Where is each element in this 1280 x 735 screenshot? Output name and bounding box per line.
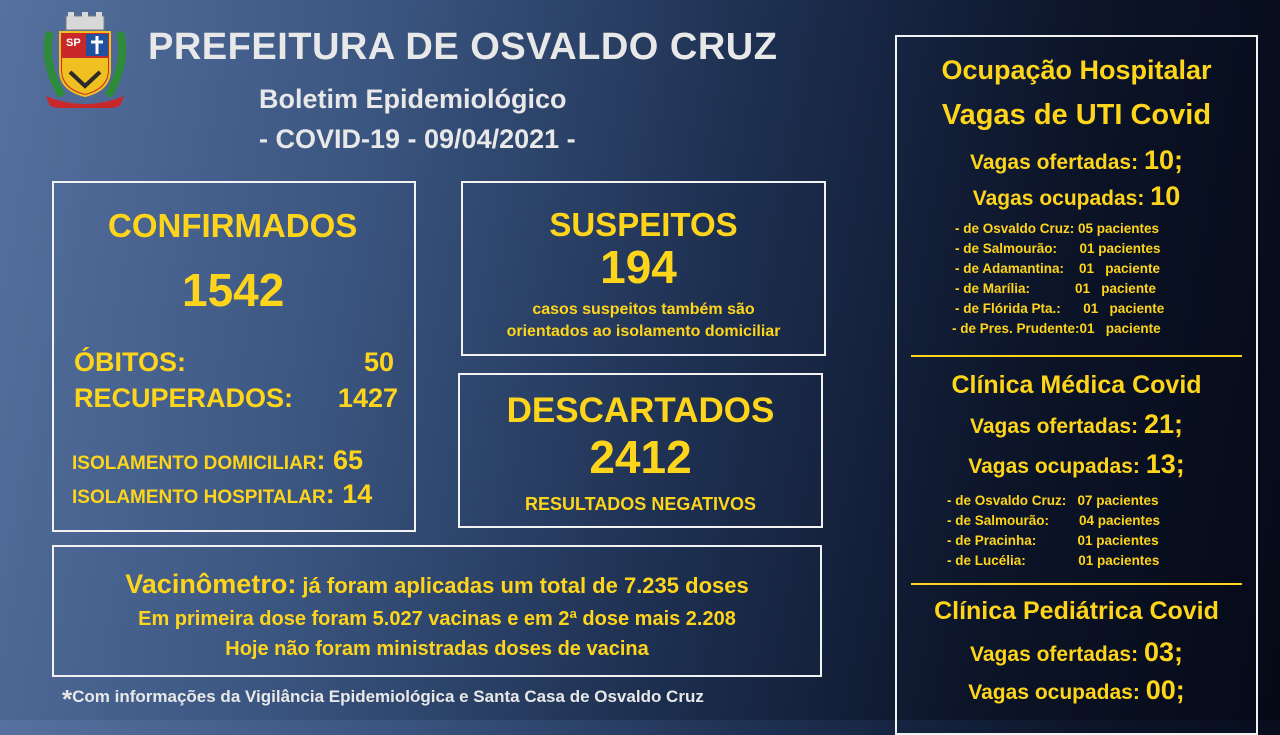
clinica-pediatrica-ocupadas-label: Vagas ocupadas: [968,681,1146,704]
clinica-pediatrica-ofertadas-label: Vagas ofertadas: [970,643,1144,666]
uti-ofertadas [897,145,1256,176]
clinica-medica-ofertadas [897,409,1256,440]
isolamento-hospitalar-row [72,479,372,510]
isolamento-hospitalar-value: : 14 [325,479,373,509]
clinica-pediatrica-ocupadas [897,675,1256,706]
vacinometro-panel [52,545,822,677]
clinica-pediatrica-ofertadas [897,637,1256,668]
clinica-medica-ocupadas [897,449,1256,480]
obitos-value: 50 [363,347,394,377]
clinica-pediatrica-ocupadas-value: 00; [1145,675,1185,705]
municipal-crest [40,12,130,108]
clinica-medica-ocupadas-value: 13; [1145,449,1185,479]
confirmados-panel [52,181,416,532]
crest-text: SP [66,37,81,49]
footnote-star: * [62,684,73,714]
clinica-medica-title: Clínica Médica Covid [951,371,1202,399]
bulletin-date: - COVID-19 - 09/04/2021 - [259,124,576,154]
isolamento-domiciliar-row [72,445,363,476]
uti-ocupadas [897,181,1256,212]
uti-ofertadas-value: 10; [1143,145,1183,175]
descartados-label: DESCARTADOS [506,391,775,430]
clinica-medica-row: - de Salmourão: 04 pacientes [947,513,1161,528]
suspeitos-label: SUSPEITOS [549,206,738,243]
clinica-pediatrica-ofertadas-value: 03; [1143,637,1183,667]
clinica-medica-ocupadas-label: Vagas ocupadas: [968,455,1146,478]
vacinometro-line2: Em primeira dose foram 5.027 vacinas e em 2ª dose mais 2.208 [138,608,736,630]
uti-row: - de Pres. Prudente:01 paciente [952,321,1161,336]
clinica-medica-row: - de Lucélia: 01 pacientes [947,553,1160,568]
ocupacao-hospitalar-panel [895,35,1258,735]
vacinometro-label: Vacinômetro: [125,569,297,599]
vacinometro-total: já foram aplicadas um total de 7.235 doses [296,573,749,598]
clinica-pediatrica-title: Clínica Pediátrica Covid [934,597,1219,625]
clinica-medica-ofertadas-label: Vagas ofertadas: [970,415,1144,438]
vacinometro-line1 [54,569,820,604]
obitos-label: ÓBITOS: [74,347,187,377]
suspeitos-value: 194 [600,241,677,293]
ocupacao-title: Ocupação Hospitalar [941,55,1212,85]
descartados-note: RESULTADOS NEGATIVOS [524,494,756,514]
uti-row: - de Marília: 01 paciente [955,281,1157,296]
suspeitos-note-line2: orientados ao isolamento domiciliar [506,323,781,340]
descartados-value: 2412 [589,431,692,483]
isolamento-domiciliar-label: ISOLAMENTO DOMICILIAR [72,453,317,474]
clinica-medica-row: - de Osvaldo Cruz: 07 pacientes [947,493,1159,508]
recuperados-value: 1427 [337,383,398,413]
footnote-text: Com informações da Vigilância Epidemiológica e Santa Casa de Osvaldo Cruz [72,687,704,706]
section-divider [911,355,1242,357]
confirmados-label: CONFIRMADOS [108,207,358,244]
vacinometro-line3: Hoje não foram ministradas doses de vacina [225,638,649,660]
clinica-medica-ofertadas-value: 21; [1143,409,1183,439]
isolamento-hospitalar-label: ISOLAMENTO HOSPITALAR [72,487,326,508]
suspeitos-panel [461,181,826,356]
confirmados-value: 1542 [182,264,285,316]
uti-ofertadas-label: Vagas ofertadas: [970,151,1144,174]
bulletin-subtitle: Boletim Epidemiológico [259,84,567,114]
uti-row: - de Salmourão: 01 pacientes [955,241,1161,256]
descartados-panel [458,373,823,528]
uti-row: - de Adamantina: 01 paciente [955,261,1161,276]
suspeitos-note-line1: casos suspeitos também são [532,301,755,318]
clinica-medica-row: - de Pracinha: 01 pacientes [947,533,1159,548]
uti-row: - de Osvaldo Cruz: 05 pacientes [955,221,1160,236]
isolamento-domiciliar-value: : 65 [316,445,364,475]
uti-row: - de Flórida Pta.: 01 paciente [955,301,1165,316]
recuperados-label: RECUPERADOS: [74,383,294,413]
uti-title: Vagas de UTI Covid [941,99,1212,131]
uti-ocupadas-value: 10 [1150,181,1181,211]
footnote [62,684,704,715]
section-divider [911,583,1242,585]
uti-ocupadas-label: Vagas ocupadas: [972,187,1151,210]
page-title: PREFEITURA DE OSVALDO CRUZ [148,26,778,68]
